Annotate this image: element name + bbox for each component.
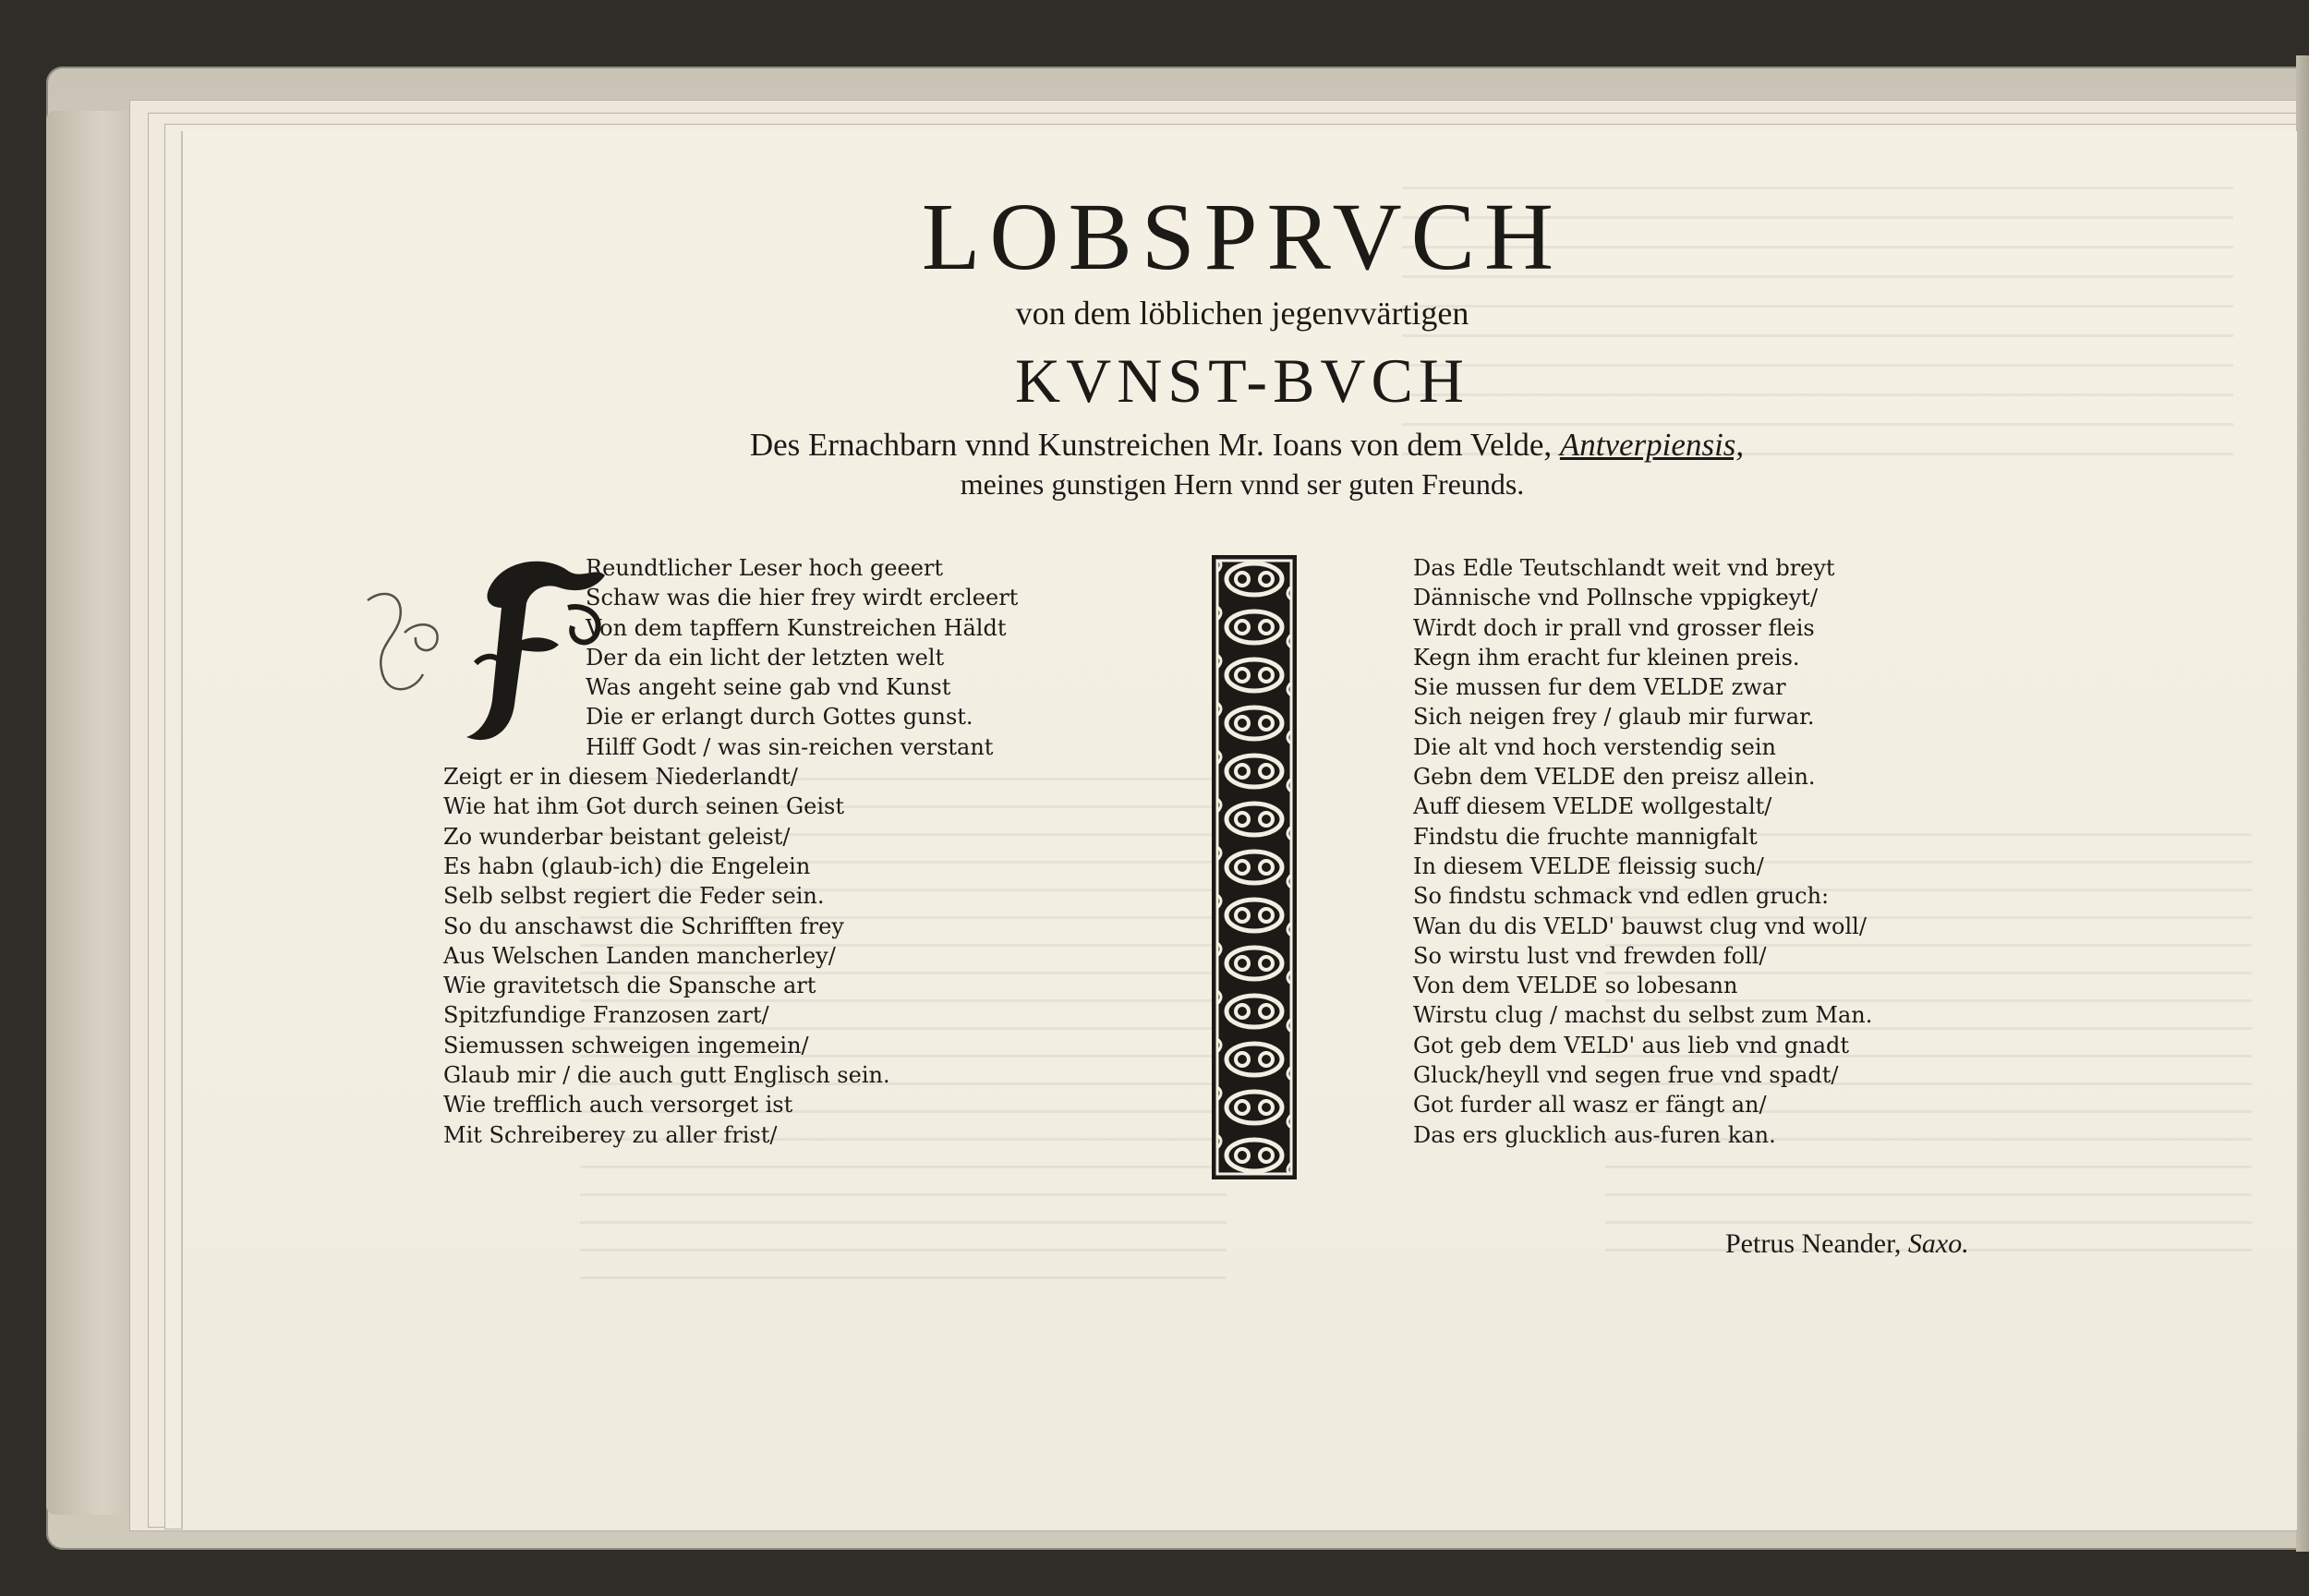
dedication-text: Des Ernachbarn vnnd Kunstreichen Mr. Ioans von dem Velde, (749, 427, 1553, 463)
poem-line: Got geb dem VELD' aus lieb vnd gnadt (1413, 1032, 1850, 1058)
poem-line: Sich neigen frey / glaub mir furwar. (1413, 704, 1815, 731)
poem-line: Von dem tapffern Kunstreichen Häldt (586, 614, 1007, 641)
poem-line: So findstu schmack vnd edlen gruch: (1413, 883, 1830, 910)
poem-line: Wie gravitetsch die Spansche art (443, 973, 816, 999)
ornamental-border-strip (1212, 555, 1297, 1179)
page-title: LOBSPRVCH (921, 184, 1564, 290)
poem-line: Mit Schreiberey zu aller frist/ (443, 1121, 778, 1148)
poem-line: Dännische vnd Pollnsche vppigkeyt/ (1413, 585, 1819, 611)
ornament-pattern-icon (1212, 555, 1297, 1179)
poem-line: So du anschawst die Schrifften frey (443, 913, 844, 939)
poem-line: So wirstu lust vnd frewden foll/ (1413, 942, 1767, 969)
poem-line: Der da ein licht der letzten welt (586, 644, 945, 671)
poem-line: Got furder all wasz er fängt an/ (1413, 1092, 1767, 1118)
page-subtitle: von dem löblichen jegenvvärtigen (1015, 295, 1469, 332)
poem-line: Zeigt er in diesem Niederlandt/ (443, 764, 798, 791)
poem-line: Von dem VELDE so lobesann (1413, 973, 1738, 999)
poem-line: Findstu die fruchte mannigfalt (1413, 823, 1758, 850)
poem-line: Sie mussen fur dem VELDE zwar (1413, 674, 1786, 701)
page-fore-edge (2296, 55, 2309, 1552)
poem-line: Wirstu clug / machst du selbst zum Man. (1413, 1002, 1873, 1029)
poem-line: Hilff Godt / was sin-reichen verstant (586, 733, 994, 760)
poem-line: Wie hat ihm Got durch seinen Geist (443, 793, 844, 820)
poem-line: Siemussen schweigen ingemein/ (443, 1032, 809, 1058)
poem-line: Selb selbst regiert die Feder sein. (443, 883, 825, 910)
book-title: KVNST-BVCH (1014, 345, 1469, 416)
poem-line: Aus Welschen Landen mancherley/ (443, 942, 836, 969)
author-name: Petrus Neander, (1725, 1228, 1902, 1259)
poem-line: Spitzfundige Franzosen zart/ (443, 1002, 769, 1029)
poem-line: Glaub mir / die auch gutt Englisch sein. (443, 1062, 890, 1089)
poem-line: Auff diesem VELDE wollgestalt/ (1413, 793, 1772, 820)
poem-left-column (443, 553, 1182, 1150)
dedication-line-2: meines gunstigen Hern vnnd ser guten Freunds. (960, 467, 1525, 501)
poem-line: Gebn dem VELDE den preisz allein. (1413, 764, 1816, 791)
poem-line: Wie trefflich auch versorget ist (443, 1092, 793, 1118)
dedication-origin: Antverpiensis, (1559, 427, 1745, 463)
author-origin: Saxo. (1907, 1228, 1969, 1259)
poem-line: Die alt vnd hoch verstendig sein (1413, 733, 1776, 760)
poem-line: Zo wunderbar beistant geleist/ (443, 823, 791, 850)
poem-line: Wirdt doch ir prall vnd grosser fleis (1413, 614, 1815, 641)
author-signature (1725, 1228, 1969, 1260)
poem-line: Das Edle Teutschlandt weit vnd breyt (1413, 555, 1835, 581)
poem-line: Es habn (glaub-ich) die Engelein (443, 852, 811, 879)
poem-line: Kegn ihm eracht fur kleinen preis. (1413, 644, 1800, 671)
poem-line: Das ers glucklich aus-furen kan. (1413, 1121, 1776, 1148)
poem-right-column (1413, 553, 2115, 1150)
poem-line: Schaw was die hier frey wirdt ercleert (586, 585, 1019, 611)
ink-scribble-mark (349, 582, 451, 730)
poem-line: Gluck/heyll vnd segen frue vnd spadt/ (1413, 1062, 1839, 1089)
poem-line: Wan du dis VELD' bauwst clug vnd woll/ (1413, 913, 1867, 939)
poem-line: Reundtlicher Leser hoch geeert (586, 555, 944, 581)
dedication-line (573, 427, 1921, 464)
poem-line: Die er erlangt durch Gottes gunst. (586, 704, 973, 731)
poem-line: In diesem VELDE fleissig such/ (1413, 852, 1764, 879)
poem-line: Was angeht seine gab vnd Kunst (586, 674, 951, 701)
